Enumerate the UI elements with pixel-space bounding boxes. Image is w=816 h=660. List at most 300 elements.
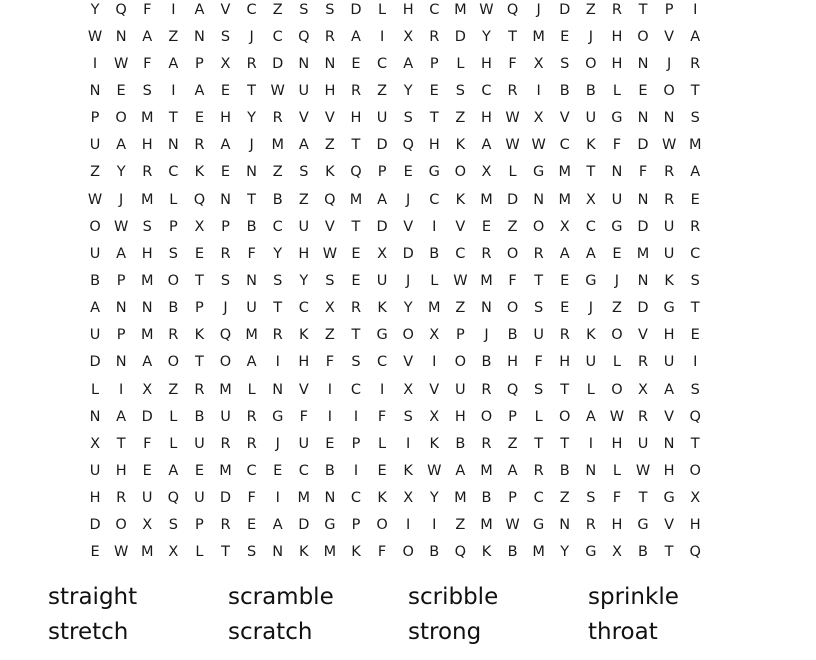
grid-letter[interactable]: S <box>299 164 309 181</box>
grid-letter[interactable]: N <box>220 191 231 208</box>
grid-letter[interactable]: U <box>141 490 153 507</box>
grid-letter[interactable]: C <box>455 245 466 262</box>
grid-letter[interactable]: D <box>141 408 153 425</box>
grid-letter[interactable]: D <box>637 218 649 235</box>
grid-letter[interactable]: E <box>194 110 204 127</box>
grid-letter[interactable]: W <box>505 137 520 154</box>
grid-letter[interactable]: M <box>140 544 154 561</box>
grid-letter[interactable]: X <box>481 164 492 181</box>
grid-letter[interactable]: X <box>611 544 622 561</box>
grid-letter[interactable]: Q <box>167 490 180 507</box>
grid-letter[interactable]: E <box>351 55 361 72</box>
grid-letter[interactable]: M <box>140 191 154 208</box>
grid-letter[interactable]: K <box>351 544 361 561</box>
grid-letter[interactable]: O <box>532 218 545 235</box>
grid-letter[interactable]: I <box>171 82 176 99</box>
grid-letter[interactable]: O <box>167 272 180 289</box>
grid-letter[interactable]: R <box>194 137 205 154</box>
grid-letter[interactable]: L <box>586 381 595 398</box>
grid-letter[interactable]: T <box>351 218 361 235</box>
grid-letter[interactable]: L <box>430 272 439 289</box>
grid-letter[interactable]: J <box>536 1 541 18</box>
grid-letter[interactable]: R <box>481 435 492 452</box>
grid-letter[interactable]: M <box>480 272 493 289</box>
grid-letter[interactable]: W <box>113 218 129 235</box>
grid-letter[interactable]: D <box>559 1 571 18</box>
grid-letter[interactable]: P <box>455 327 465 344</box>
grid-letter[interactable]: A <box>507 462 518 479</box>
grid-letter[interactable]: E <box>273 462 283 479</box>
grid-letter[interactable]: N <box>324 55 336 72</box>
grid-letter[interactable]: G <box>637 517 649 534</box>
grid-letter[interactable]: Y <box>482 28 491 45</box>
grid-letter[interactable]: C <box>533 490 544 507</box>
grid-letter[interactable]: G <box>272 408 284 425</box>
grid-letter[interactable]: X <box>324 300 335 317</box>
grid-letter[interactable]: X <box>559 218 570 235</box>
grid-letter[interactable]: R <box>533 462 544 479</box>
grid-letter[interactable]: Q <box>506 381 519 398</box>
grid-letter[interactable]: F <box>377 408 387 425</box>
grid-letter[interactable]: M <box>323 544 337 561</box>
grid-letter[interactable]: M <box>532 28 545 45</box>
grid-letter[interactable]: Z <box>272 1 283 18</box>
grid-letter[interactable]: S <box>690 381 700 398</box>
grid-letter[interactable]: R <box>142 164 153 181</box>
grid-letter[interactable]: G <box>611 218 623 235</box>
grid-letter[interactable]: E <box>90 544 100 561</box>
grid-letter[interactable]: U <box>376 272 388 289</box>
grid-letter[interactable]: C <box>168 164 179 181</box>
grid-letter[interactable]: Z <box>507 435 518 452</box>
grid-letter[interactable]: T <box>194 354 204 371</box>
grid-letter[interactable]: V <box>664 28 675 45</box>
grid-letter[interactable]: N <box>298 55 310 72</box>
grid-letter[interactable]: H <box>115 462 127 479</box>
grid-letter[interactable]: I <box>92 55 98 72</box>
grid-letter[interactable]: I <box>432 218 437 235</box>
grid-letter[interactable]: H <box>402 1 414 18</box>
grid-letter[interactable]: B <box>507 327 518 344</box>
grid-letter[interactable]: A <box>168 462 179 479</box>
grid-letter[interactable]: J <box>406 272 411 289</box>
grid-letter[interactable]: N <box>663 110 675 127</box>
grid-letter[interactable]: I <box>353 408 359 425</box>
grid-letter[interactable]: W <box>270 82 285 99</box>
grid-letter[interactable]: P <box>664 1 674 18</box>
grid-letter[interactable]: O <box>480 408 493 425</box>
grid-letter[interactable]: M <box>349 191 363 208</box>
grid-letter[interactable]: I <box>327 408 333 425</box>
grid-letter[interactable]: B <box>481 490 492 507</box>
grid-letter[interactable]: K <box>403 462 413 479</box>
grid-letter[interactable]: V <box>429 381 440 398</box>
grid-letter[interactable]: Z <box>168 28 179 45</box>
grid-letter[interactable]: P <box>195 55 204 72</box>
grid-letter[interactable]: M <box>480 517 493 534</box>
grid-letter[interactable]: J <box>614 272 620 289</box>
grid-letter[interactable]: F <box>612 137 622 154</box>
grid-letter[interactable]: F <box>247 490 256 507</box>
grid-letter[interactable]: O <box>506 300 519 317</box>
grid-letter[interactable]: B <box>559 462 570 479</box>
grid-letter[interactable]: E <box>690 327 700 344</box>
grid-letter[interactable]: O <box>115 110 127 127</box>
grid-letter[interactable]: U <box>585 110 597 127</box>
grid-letter[interactable]: D <box>298 517 310 534</box>
grid-letter[interactable]: I <box>536 82 541 99</box>
grid-letter[interactable]: K <box>481 544 492 561</box>
grid-letter[interactable]: C <box>377 354 388 371</box>
grid-letter[interactable]: Z <box>455 110 466 127</box>
grid-letter[interactable]: E <box>351 272 361 289</box>
grid-letter[interactable]: H <box>428 137 440 154</box>
grid-letter[interactable]: N <box>637 55 649 72</box>
grid-letter[interactable]: S <box>455 82 465 99</box>
grid-letter[interactable]: U <box>637 435 649 452</box>
grid-letter[interactable]: Y <box>116 164 126 181</box>
grid-letter[interactable]: C <box>246 462 257 479</box>
grid-letter[interactable]: T <box>351 327 361 344</box>
grid-letter[interactable]: R <box>246 408 257 425</box>
grid-letter[interactable]: P <box>351 435 361 452</box>
grid-letter[interactable]: W <box>113 544 129 561</box>
grid-letter[interactable]: W <box>531 137 546 154</box>
grid-letter[interactable]: N <box>89 82 101 99</box>
grid-letter[interactable]: A <box>142 354 153 371</box>
grid-letter[interactable]: T <box>247 191 257 208</box>
grid-letter[interactable]: F <box>247 245 256 262</box>
grid-letter[interactable]: L <box>169 191 178 208</box>
grid-letter[interactable]: I <box>432 354 437 371</box>
grid-letter[interactable]: W <box>113 55 129 72</box>
grid-letter[interactable]: Q <box>115 1 127 18</box>
grid-letter[interactable]: H <box>663 462 675 479</box>
grid-letter[interactable]: I <box>379 28 385 45</box>
grid-letter[interactable]: B <box>272 191 283 208</box>
grid-letter[interactable]: Z <box>324 137 335 154</box>
grid-letter[interactable]: X <box>168 544 179 561</box>
grid-letter[interactable]: O <box>376 517 388 534</box>
grid-letter[interactable]: B <box>194 408 205 425</box>
grid-letter[interactable]: R <box>116 490 127 507</box>
grid-letter[interactable]: T <box>168 110 178 127</box>
grid-letter[interactable]: U <box>89 137 101 154</box>
grid-letter[interactable]: L <box>247 381 256 398</box>
grid-letter[interactable]: F <box>638 164 648 181</box>
grid-letter[interactable]: P <box>168 218 178 235</box>
grid-letter[interactable]: L <box>456 55 465 72</box>
grid-letter[interactable]: M <box>140 272 154 289</box>
grid-letter[interactable]: N <box>193 28 205 45</box>
grid-letter[interactable]: Z <box>272 164 283 181</box>
grid-letter[interactable]: I <box>693 1 698 18</box>
grid-letter[interactable]: S <box>273 272 283 289</box>
grid-letter[interactable]: N <box>533 191 545 208</box>
grid-letter[interactable]: V <box>559 110 570 127</box>
grid-letter[interactable]: V <box>220 1 231 18</box>
grid-letter[interactable]: N <box>115 300 127 317</box>
grid-letter[interactable]: V <box>638 327 648 344</box>
grid-letter[interactable]: R <box>585 517 596 534</box>
grid-letter[interactable]: H <box>141 137 153 154</box>
grid-letter[interactable]: K <box>455 191 466 208</box>
grid-letter[interactable]: A <box>142 28 153 45</box>
grid-letter[interactable]: I <box>432 517 437 534</box>
grid-letter[interactable]: U <box>89 245 101 262</box>
grid-letter[interactable]: N <box>115 28 127 45</box>
grid-letter[interactable]: F <box>299 408 308 425</box>
grid-letter[interactable]: T <box>664 544 674 561</box>
grid-letter[interactable]: R <box>272 327 283 344</box>
grid-letter[interactable]: A <box>351 28 361 45</box>
grid-letter[interactable]: X <box>403 28 414 45</box>
grid-letter[interactable]: M <box>219 462 232 479</box>
grid-letter[interactable]: N <box>663 435 675 452</box>
grid-letter[interactable]: J <box>588 28 593 45</box>
grid-letter[interactable]: J <box>275 435 280 452</box>
grid-letter[interactable]: W <box>87 191 103 208</box>
grid-letter[interactable]: I <box>275 354 280 371</box>
grid-letter[interactable]: U <box>89 462 101 479</box>
grid-letter[interactable]: X <box>194 218 205 235</box>
grid-letter[interactable]: Q <box>454 544 467 561</box>
grid-letter[interactable]: T <box>116 435 126 452</box>
grid-letter[interactable]: K <box>299 327 309 344</box>
grid-letter[interactable]: C <box>350 381 362 398</box>
grid-letter[interactable]: O <box>115 517 127 534</box>
grid-letter[interactable]: G <box>324 517 336 534</box>
grid-letter[interactable]: O <box>611 381 623 398</box>
grid-letter[interactable]: I <box>693 354 698 371</box>
grid-letter[interactable]: Q <box>193 191 206 208</box>
grid-letter[interactable]: L <box>612 462 621 479</box>
grid-letter[interactable]: C <box>559 137 570 154</box>
grid-letter[interactable]: P <box>116 272 126 289</box>
grid-letter[interactable]: F <box>508 55 517 72</box>
grid-letter[interactable]: U <box>194 490 205 507</box>
grid-letter[interactable]: T <box>221 544 230 561</box>
grid-letter[interactable]: U <box>455 381 466 398</box>
grid-letter[interactable]: D <box>637 137 649 154</box>
grid-letter[interactable]: E <box>220 164 231 181</box>
grid-letter[interactable]: M <box>271 137 284 154</box>
grid-letter[interactable]: G <box>585 544 597 561</box>
grid-letter[interactable]: S <box>560 55 570 72</box>
grid-letter[interactable]: P <box>195 517 204 534</box>
grid-letter[interactable]: H <box>611 28 623 45</box>
grid-letter[interactable]: V <box>455 218 466 235</box>
grid-letter[interactable]: R <box>220 245 231 262</box>
grid-letter[interactable]: C <box>272 28 283 45</box>
grid-letter[interactable]: O <box>663 82 675 99</box>
grid-letter[interactable]: T <box>638 490 648 507</box>
grid-letter[interactable]: B <box>90 272 101 289</box>
grid-letter[interactable]: X <box>403 381 414 398</box>
grid-letter[interactable]: S <box>534 381 544 398</box>
grid-letter[interactable]: A <box>116 245 127 262</box>
grid-letter[interactable]: S <box>586 490 596 507</box>
grid-letter[interactable]: K <box>586 327 596 344</box>
grid-letter[interactable]: Z <box>559 490 570 507</box>
grid-letter[interactable]: C <box>350 490 362 507</box>
grid-letter[interactable]: I <box>119 381 124 398</box>
grid-letter[interactable]: E <box>351 245 361 262</box>
grid-letter[interactable]: O <box>167 354 180 371</box>
grid-letter[interactable]: B <box>324 462 335 479</box>
grid-letter[interactable]: A <box>403 55 414 72</box>
grid-letter[interactable]: A <box>455 462 466 479</box>
grid-letter[interactable]: G <box>376 327 388 344</box>
grid-letter[interactable]: A <box>481 137 492 154</box>
grid-letter[interactable]: R <box>664 191 675 208</box>
grid-letter[interactable]: V <box>324 218 335 235</box>
grid-letter[interactable]: V <box>664 517 675 534</box>
grid-letter[interactable]: X <box>585 191 596 208</box>
grid-letter[interactable]: O <box>506 245 519 262</box>
grid-letter[interactable]: A <box>664 381 675 398</box>
grid-letter[interactable]: D <box>637 300 649 317</box>
grid-letter[interactable]: R <box>246 435 257 452</box>
grid-letter[interactable]: E <box>690 191 700 208</box>
grid-letter[interactable]: X <box>142 381 153 398</box>
grid-letter[interactable]: T <box>638 1 648 18</box>
grid-letter[interactable]: U <box>298 82 310 99</box>
grid-letter[interactable]: K <box>455 137 466 154</box>
grid-letter[interactable]: H <box>689 517 701 534</box>
grid-letter[interactable]: K <box>194 327 205 344</box>
grid-letter[interactable]: Y <box>429 490 439 507</box>
grid-letter[interactable]: X <box>690 490 701 507</box>
grid-letter[interactable]: X <box>377 245 388 262</box>
grid-letter[interactable]: U <box>663 218 675 235</box>
grid-letter[interactable]: I <box>406 517 411 534</box>
grid-letter[interactable]: C <box>429 191 440 208</box>
grid-letter[interactable]: Y <box>299 272 309 289</box>
grid-letter[interactable]: H <box>507 354 518 371</box>
grid-letter[interactable]: H <box>89 490 101 507</box>
grid-letter[interactable]: S <box>690 110 700 127</box>
grid-letter[interactable]: R <box>350 300 362 317</box>
grid-letter[interactable]: C <box>429 1 440 18</box>
grid-letter[interactable]: A <box>690 28 701 45</box>
grid-letter[interactable]: P <box>429 55 439 72</box>
grid-letter[interactable]: S <box>168 245 178 262</box>
grid-letter[interactable]: X <box>638 381 648 398</box>
grid-letter[interactable]: D <box>376 137 388 154</box>
grid-letter[interactable]: M <box>558 191 571 208</box>
grid-letter[interactable]: R <box>637 354 649 371</box>
grid-letter[interactable]: M <box>480 462 493 479</box>
grid-letter[interactable]: Q <box>324 191 336 208</box>
grid-letter[interactable]: I <box>379 381 385 398</box>
grid-letter[interactable]: U <box>611 191 623 208</box>
grid-letter[interactable]: P <box>195 300 204 317</box>
grid-letter[interactable]: Z <box>90 164 101 181</box>
grid-letter[interactable]: K <box>586 137 596 154</box>
grid-letter[interactable]: V <box>403 354 414 371</box>
grid-letter[interactable]: T <box>351 137 361 154</box>
grid-letter[interactable]: N <box>115 354 127 371</box>
grid-letter[interactable]: U <box>194 435 205 452</box>
grid-letter[interactable]: T <box>534 435 544 452</box>
grid-letter[interactable]: M <box>480 191 493 208</box>
grid-letter[interactable]: K <box>664 272 674 289</box>
grid-letter[interactable]: X <box>220 55 231 72</box>
grid-letter[interactable]: C <box>690 245 701 262</box>
grid-letter[interactable]: C <box>377 55 388 72</box>
grid-letter[interactable]: X <box>403 490 414 507</box>
grid-letter[interactable]: T <box>586 164 596 181</box>
grid-letter[interactable]: U <box>246 300 257 317</box>
grid-letter[interactable]: P <box>508 490 517 507</box>
grid-letter[interactable]: G <box>533 164 545 181</box>
grid-letter[interactable]: E <box>638 82 648 99</box>
grid-letter[interactable]: S <box>403 408 413 425</box>
grid-letter[interactable]: X <box>142 517 153 534</box>
grid-letter[interactable]: S <box>534 300 544 317</box>
grid-letter[interactable]: S <box>325 1 335 18</box>
grid-letter[interactable]: F <box>377 544 387 561</box>
grid-letter[interactable]: R <box>220 517 231 534</box>
grid-letter[interactable]: S <box>690 272 700 289</box>
grid-letter[interactable]: Y <box>273 245 283 262</box>
grid-letter[interactable]: H <box>454 408 466 425</box>
grid-letter[interactable]: E <box>560 300 570 317</box>
grid-letter[interactable]: W <box>322 245 338 262</box>
grid-letter[interactable]: C <box>272 218 283 235</box>
grid-letter[interactable]: P <box>508 408 517 425</box>
grid-letter[interactable]: T <box>690 82 700 99</box>
grid-letter[interactable]: E <box>194 462 204 479</box>
grid-letter[interactable]: Q <box>506 1 519 18</box>
grid-letter[interactable]: J <box>249 137 254 154</box>
grid-letter[interactable]: F <box>325 354 335 371</box>
grid-letter[interactable]: U <box>533 327 544 344</box>
grid-letter[interactable]: T <box>690 300 700 317</box>
grid-letter[interactable]: H <box>481 55 492 72</box>
grid-letter[interactable]: N <box>167 137 179 154</box>
grid-letter[interactable]: O <box>611 327 623 344</box>
grid-letter[interactable]: E <box>403 164 413 181</box>
grid-letter[interactable]: U <box>220 408 231 425</box>
grid-letter[interactable]: R <box>664 164 675 181</box>
grid-letter[interactable]: A <box>220 137 231 154</box>
grid-letter[interactable]: K <box>429 435 440 452</box>
grid-letter[interactable]: W <box>453 272 468 289</box>
grid-letter[interactable]: Y <box>90 1 100 18</box>
grid-letter[interactable]: L <box>91 381 100 398</box>
grid-letter[interactable]: W <box>479 1 494 18</box>
grid-letter[interactable]: K <box>377 490 387 507</box>
grid-letter[interactable]: V <box>403 218 414 235</box>
grid-letter[interactable]: K <box>377 300 387 317</box>
grid-letter[interactable]: E <box>560 272 570 289</box>
grid-letter[interactable]: U <box>585 354 597 371</box>
grid-letter[interactable]: F <box>534 354 543 371</box>
grid-letter[interactable]: S <box>220 28 231 45</box>
grid-letter[interactable]: R <box>533 245 544 262</box>
grid-letter[interactable]: W <box>427 462 442 479</box>
grid-letter[interactable]: D <box>89 354 101 371</box>
grid-letter[interactable]: Z <box>585 1 596 18</box>
grid-letter[interactable]: R <box>324 28 335 45</box>
grid-letter[interactable]: Y <box>247 110 257 127</box>
grid-letter[interactable]: K <box>299 544 309 561</box>
grid-letter[interactable]: B <box>481 354 492 371</box>
grid-letter[interactable]: M <box>454 490 467 507</box>
grid-letter[interactable]: L <box>378 435 387 452</box>
